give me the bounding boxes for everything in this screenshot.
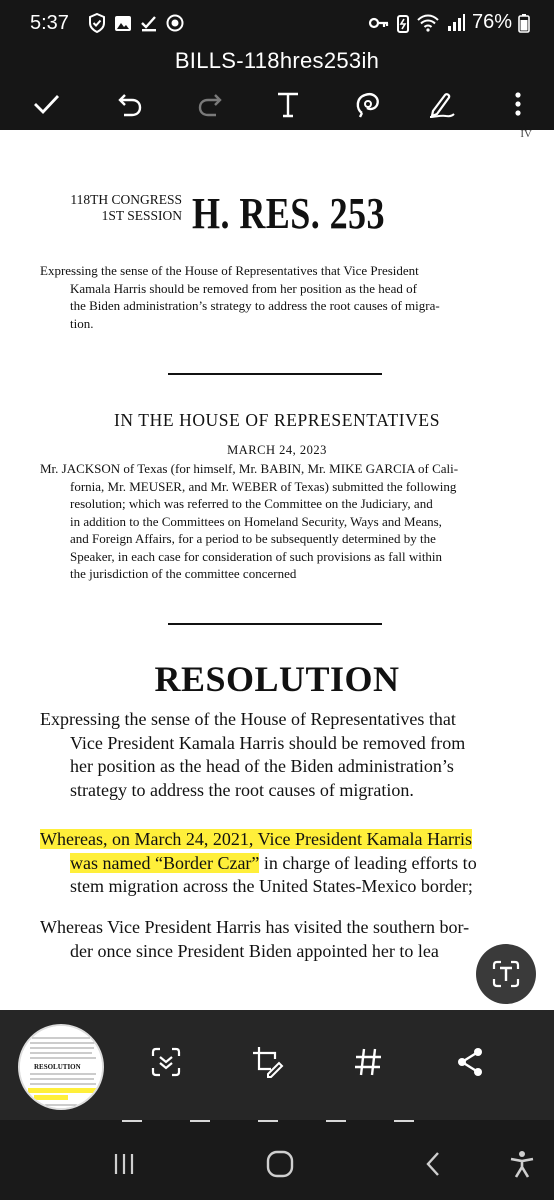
screenshot-toolbar bbox=[0, 1010, 554, 1120]
pen-tool-button[interactable] bbox=[422, 84, 462, 124]
back-button[interactable] bbox=[414, 1144, 454, 1184]
wifi-icon bbox=[416, 13, 440, 33]
hashtag-button[interactable] bbox=[346, 1040, 390, 1084]
battery-percent: 76% bbox=[471, 11, 512, 33]
resolution-line: Expressing the sense of the House of Representatives that bbox=[40, 709, 456, 729]
more-options-button[interactable] bbox=[498, 84, 538, 124]
shield-check-icon bbox=[88, 13, 106, 33]
signal-icon bbox=[446, 13, 466, 33]
clause-text: in charge of leading efforts to bbox=[259, 852, 477, 873]
sponsor-line: Mr. JACKSON of Texas (for himself, Mr. BABIN, Mr. MIKE GARCIA of Cali- bbox=[40, 461, 459, 476]
battery-icon bbox=[518, 13, 530, 33]
chamber-heading: IN THE HOUSE OF REPRESENTATIVES bbox=[113, 410, 441, 430]
resolution-line: her position as the head of the Biden administration’s bbox=[70, 756, 454, 776]
sponsor-line: the jurisdiction of the committee concerned bbox=[70, 566, 297, 581]
divider bbox=[168, 623, 382, 625]
whereas-clause-1 bbox=[40, 828, 526, 899]
summary-line: tion. bbox=[70, 315, 94, 331]
edit-screenshot-icon bbox=[251, 1045, 285, 1079]
resolution-line: strategy to address the root causes of migration. bbox=[70, 779, 414, 800]
sponsor-line: and Foreign Affairs, for a period to be subsequently determined by the bbox=[70, 531, 436, 546]
navigation-bar bbox=[0, 1122, 554, 1200]
more-icon bbox=[503, 89, 533, 119]
undo-button[interactable] bbox=[110, 84, 150, 124]
session-line: 1ST SESSION bbox=[101, 208, 182, 223]
thumbnail-heading: RESOLUTION bbox=[34, 1063, 81, 1071]
back-icon bbox=[420, 1150, 448, 1178]
sponsor-line: Speaker, in each case for consideration of such provisions as fall within bbox=[70, 548, 443, 564]
pen-icon bbox=[427, 89, 457, 119]
recents-button[interactable] bbox=[104, 1144, 144, 1184]
status-bar bbox=[0, 0, 554, 48]
check-icon bbox=[31, 89, 61, 119]
undo-icon bbox=[115, 89, 145, 119]
resolution-line: Vice President Kamala Harris should be removed from bbox=[70, 732, 466, 753]
page-marker: IV bbox=[520, 130, 532, 140]
share-icon bbox=[454, 1046, 486, 1078]
done-button[interactable] bbox=[26, 84, 66, 124]
congress-session bbox=[40, 192, 182, 224]
redo-button[interactable] bbox=[190, 84, 230, 124]
text-icon bbox=[273, 89, 303, 119]
accessibility-icon bbox=[507, 1149, 537, 1179]
lasso-icon bbox=[353, 89, 383, 119]
clause-line: Whereas Vice President Harris has visited the southern bor- bbox=[40, 917, 470, 937]
text-tool-button[interactable] bbox=[268, 84, 308, 124]
clause-line: stem migration across the United States-Mexico border; bbox=[70, 876, 473, 896]
resolution-text bbox=[40, 708, 526, 802]
clause-line: der once since President Biden appointed her to lea bbox=[70, 940, 439, 961]
sponsor-line: fornia, Mr. MEUSER, and Mr. WEBER of Texas) submitted the following bbox=[70, 478, 457, 494]
vpn-icon bbox=[166, 13, 184, 33]
accessibility-button[interactable] bbox=[502, 1144, 542, 1184]
document-title: BILLS-118hres253ih bbox=[174, 48, 380, 73]
download-check-icon bbox=[140, 13, 158, 33]
highlighted-text: Whereas, on March 24, 2021, Vice President Kamala Harris bbox=[40, 829, 472, 849]
extract-text-button[interactable] bbox=[476, 944, 536, 1004]
document-page[interactable] bbox=[0, 130, 554, 1010]
notification-icons bbox=[88, 13, 184, 33]
status-time: 5:37 bbox=[30, 12, 69, 34]
bill-number: H. RES. 253 bbox=[192, 189, 385, 238]
screenshot-thumbnail[interactable] bbox=[18, 1024, 104, 1110]
scan-text-icon bbox=[150, 1046, 182, 1078]
bill-summary bbox=[40, 262, 520, 332]
home-button[interactable] bbox=[260, 1144, 300, 1184]
title-bar bbox=[0, 48, 554, 78]
image-icon bbox=[114, 13, 132, 33]
resolution-heading: RESOLUTION bbox=[154, 659, 400, 699]
recents-icon bbox=[110, 1150, 138, 1178]
introduction-date: MARCH 24, 2023 bbox=[227, 443, 327, 457]
sponsor-text bbox=[40, 460, 524, 583]
thumbnail-preview bbox=[20, 1026, 104, 1110]
sponsor-line: resolution; which was referred to the Committee on the Judiciary, and bbox=[70, 496, 433, 511]
sponsor-line: in addition to the Committees on Homeland Security, Ways and Means, bbox=[70, 513, 442, 529]
hashtag-icon bbox=[352, 1046, 384, 1078]
whereas-clause-2 bbox=[40, 916, 526, 963]
redo-icon bbox=[195, 89, 225, 119]
edit-screenshot-button[interactable] bbox=[246, 1040, 290, 1084]
key-icon bbox=[368, 13, 390, 33]
divider bbox=[168, 373, 382, 375]
summary-line: Expressing the sense of the House of Representatives that Vice President bbox=[40, 263, 419, 278]
scan-text-icon bbox=[490, 958, 522, 990]
summary-line: the Biden administration’s strategy to address the root causes of migra- bbox=[70, 298, 440, 313]
highlighted-text: was named “Border Czar” bbox=[70, 852, 260, 873]
scroll-capture-button[interactable] bbox=[144, 1040, 188, 1084]
congress-line: 118TH CONGRESS bbox=[70, 192, 182, 207]
summary-line: Kamala Harris should be removed from her position as the head of bbox=[70, 280, 417, 296]
battery-saver-icon bbox=[396, 13, 410, 33]
edit-toolbar bbox=[0, 78, 554, 130]
share-button[interactable] bbox=[448, 1040, 492, 1084]
home-icon bbox=[265, 1149, 295, 1179]
lasso-tool-button[interactable] bbox=[348, 84, 388, 124]
system-icons bbox=[368, 11, 530, 34]
